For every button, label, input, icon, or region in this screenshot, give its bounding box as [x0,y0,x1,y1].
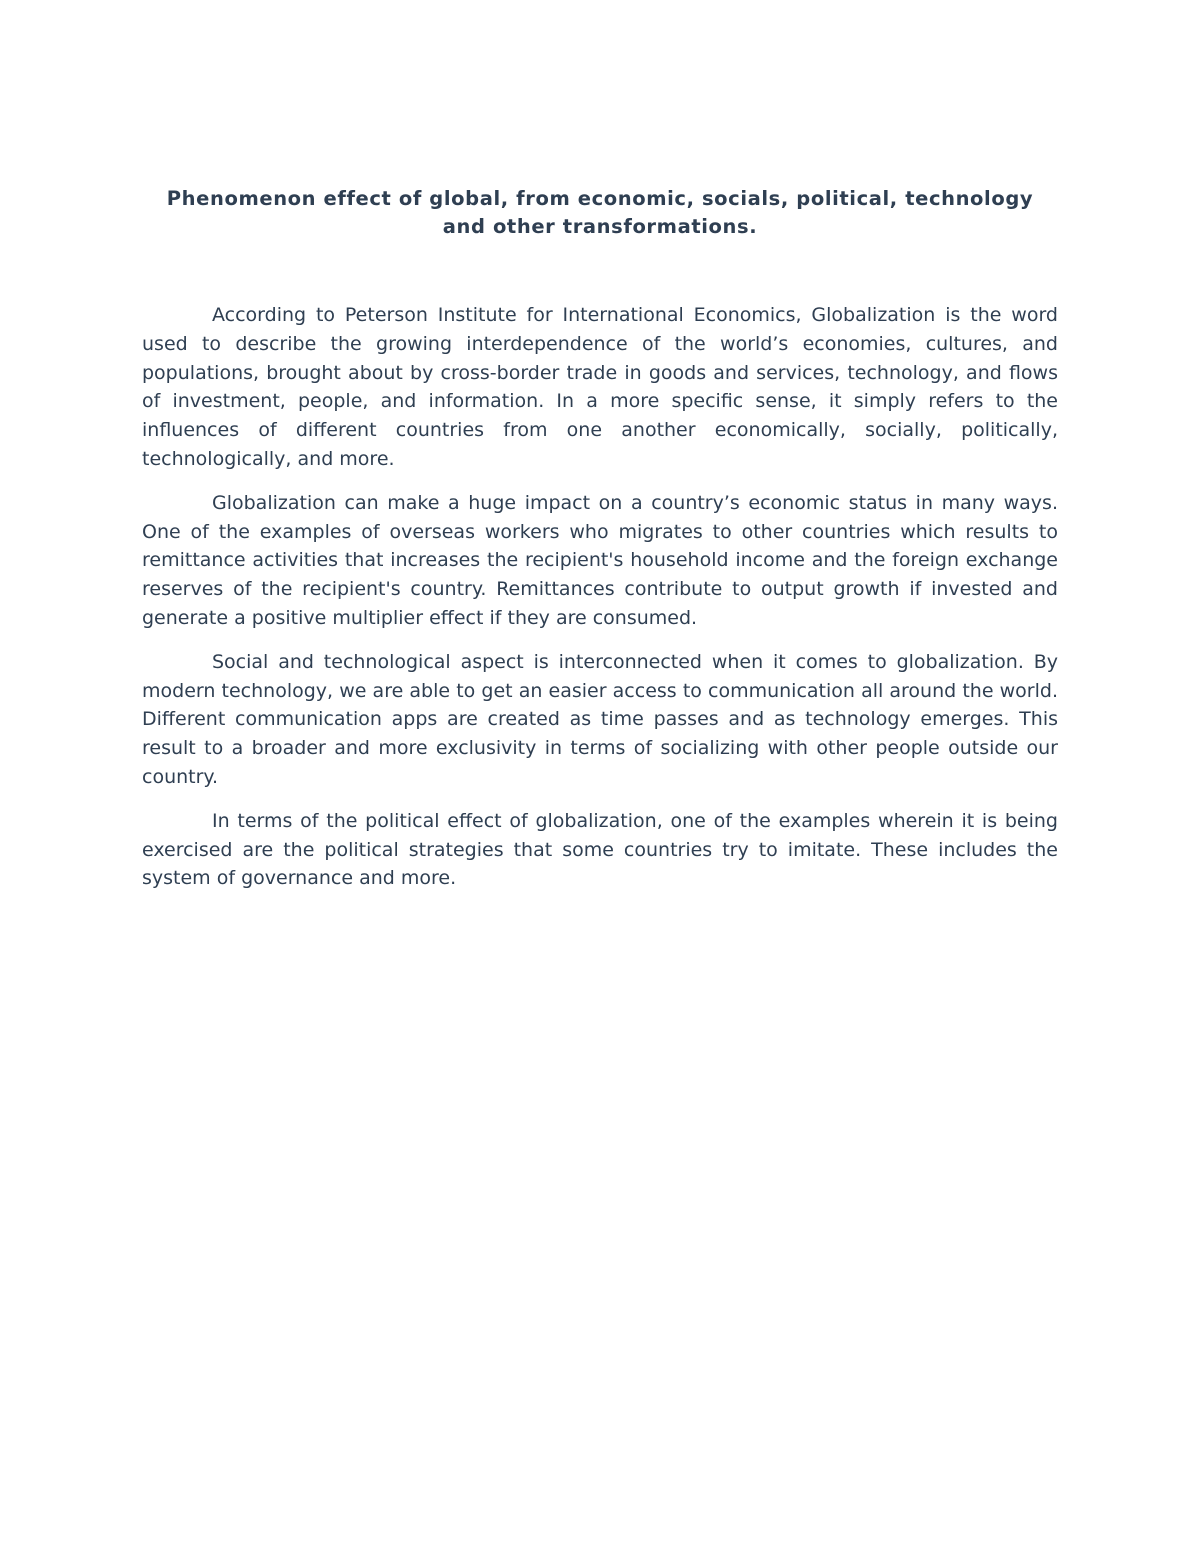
paragraph-social-technological: Social and technological aspect is interconnected when it comes to globalization. By modern technology, we are able to get an easier access to communication all around the world. Different communication apps are created as time passes and as technology emerges. This result to a broader and more exclusivity in terms of socializing with other people outside our country. [142,650,1058,788]
document-body [142,185,1058,908]
document-title: Phenomenon effect of global, from economic, socials, political, technology and other transformations. [166,187,1034,238]
paragraph-economic: Globalization can make a huge impact on a country’s economic status in many ways. One of the examples of overseas workers who migrates to other countries which results to remittance activities that increases the recipient's household income and the foreign exchange reserves of the recipient's country. Remittances contribute to output growth if invested and generate a positive multiplier effect if they are consumed. [142,491,1058,629]
paragraph-definition: According to Peterson Institute for International Economics, Globalization is the word used to describe the growing interdependence of the world’s economies, cultures, and populations, brought about by cross-border trade in goods and services, technology, and flows of investment, people, and information. In a more specific sense, it simply refers to the influences of different countries from one another economically, socially, politically, technologically, and more. [142,304,1058,470]
paragraph-political: In terms of the political effect of globalization, one of the examples wherein it is being exercised are the political strategies that some countries try to imitate. These includes the system of governance and more. [142,809,1058,890]
